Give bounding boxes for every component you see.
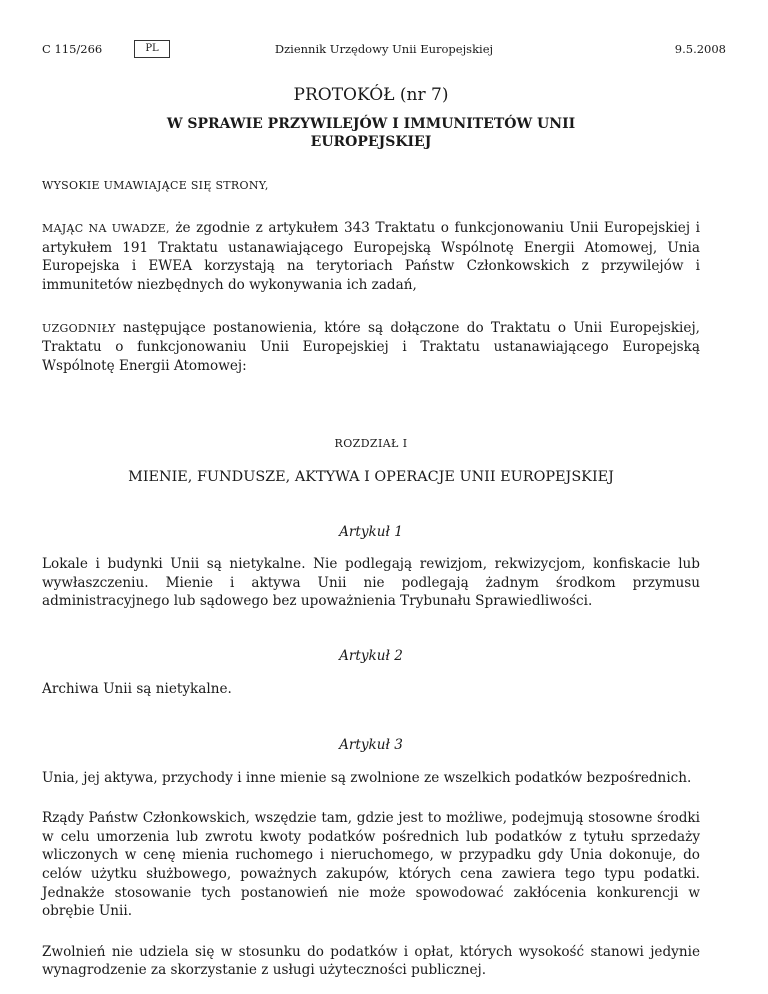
protocol-subtitle: W SPRAWIE PRZYWILEJÓW I IMMUNITETÓW UNII EUROPEJSKIEJ: [166, 115, 576, 150]
article-2-heading: Artykuł 2: [339, 647, 403, 664]
having-text: że zgodnie z artykułem 343 Traktatu o funkcjonowaniu Unii Europejskiej i artykułem 191 Traktatu ustanawiającego Europejską Wspólnotę Energii Atomowej, Unia Europejska i EWEA korzystają na terytoriach Państw Członkowskich z przywilejów i immunitetów niezbędnych do wykonywania ich zadań,: [42, 220, 700, 293]
chapter-label: ROZDZIAŁ I: [334, 437, 408, 451]
article-3-paragraph-2: Rządy Państw Członkowskich, wszędzie tam, gdzie jest to możliwe, podejmują stosowne środki w celu umorzenia lub zwrotu kwoty podatków pośrednich lub podatków z tytułu sprzedaży wliczonych w cenę mienia ruchomego i nieruchomego, w przypadku gdy Unia dokonuje, do celów użytku służbowego, poważnych zakupów, których cena zawiera tego typu podatki. Jednakże stosowanie tych postanowień nie może spowodować zakłócenia konkurencji w obrębie Unii.: [42, 810, 700, 920]
preamble-parties: WYSOKIE UMAWIAJĄCE SIĘ STRONY,: [42, 178, 269, 192]
page-reference: C 115/266: [42, 42, 103, 56]
language-badge: PL: [134, 40, 170, 58]
agreed-text: następujące postanowienia, które są dołączone do Traktatu o Unii Europejskiej, Traktatu o funkcjonowaniu Unii Europejskiej i Traktatu ustanawiającego Europejską Wspólnotę Energii Atomowej:: [42, 319, 700, 374]
article-1-text: Lokale i budynki Unii są nietykalne. Nie podlegają rewizjom, rekwizycjom, konfiskacie lub wywłaszczeniu. Mienie i aktywa Unii nie podlegają żadnym środkom przymusu administracyjnego lub sądowego bez upoważnienia Trybunału Sprawiedliwości.: [42, 556, 700, 610]
article-1-heading: Artykuł 1: [339, 523, 403, 540]
article-3-paragraph-3: Zwolnień nie udziela się w stosunku do podatków i opłat, których wysokość stanowi jedynie wynagrodzenie za skorzystanie z usługi użyteczności publicznej.: [42, 943, 700, 979]
article-2-text: Archiwa Unii są nietykalne.: [42, 680, 232, 697]
preamble-agreed: [42, 319, 700, 376]
publication-date: 9.5.2008: [674, 42, 726, 56]
document-body: [42, 86, 700, 980]
article-3-paragraph-1: Unia, jej aktywa, przychody i inne mienie są zwolnione ze wszelkich podatków bezpośrednich.: [42, 769, 692, 786]
article-3-heading: Artykuł 3: [339, 737, 403, 754]
chapter-title: MIENIE, FUNDUSZE, AKTYWA I OPERACJE UNII EUROPEJSKIEJ: [128, 468, 614, 485]
agreed-lead: UZGODNIŁY: [42, 321, 116, 335]
preamble-having-regard: [42, 219, 700, 294]
page-header: [42, 40, 726, 58]
journal-title: Dziennik Urzędowy Unii Europejskiej: [274, 42, 494, 56]
having-lead: MAJĄC NA UWADZE,: [42, 222, 170, 236]
protocol-title: PROTOKÓŁ (nr 7): [293, 85, 449, 105]
